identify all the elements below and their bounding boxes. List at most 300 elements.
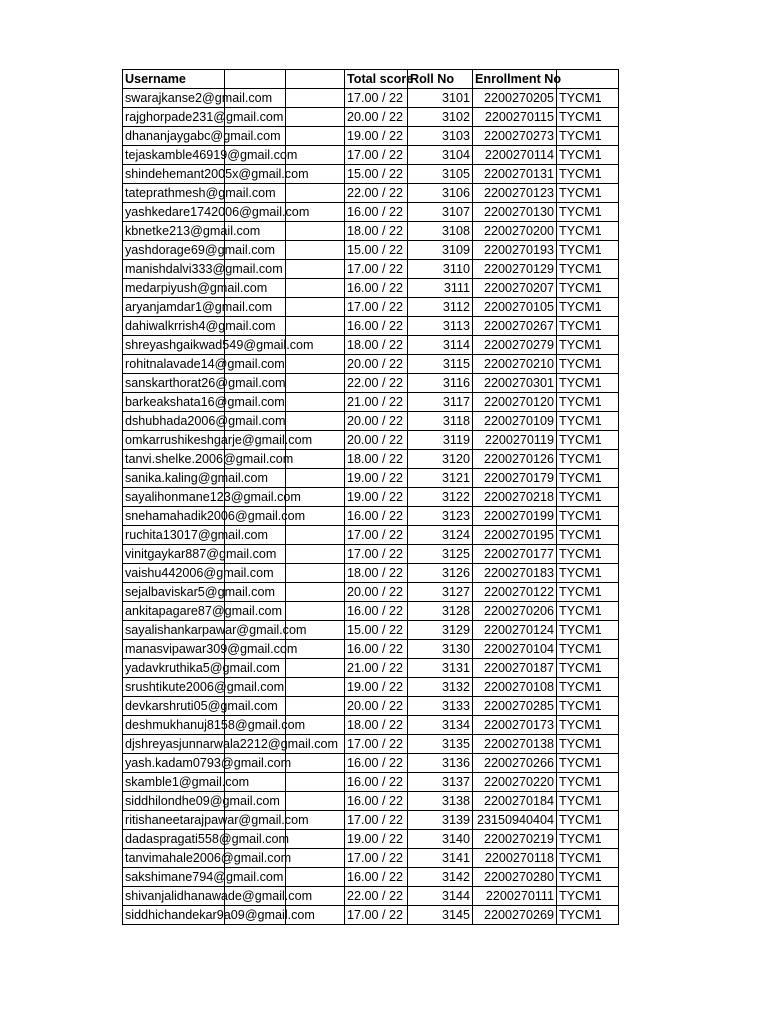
enrollment-cell[interactable] [473,849,557,868]
class-cell[interactable] [557,108,619,127]
enrollment-cell[interactable] [473,393,557,412]
empty-cell-c[interactable] [286,678,345,697]
class-cell[interactable] [557,431,619,450]
roll-cell[interactable] [408,488,473,507]
username-cell[interactable] [123,602,282,621]
roll-cell[interactable] [408,260,473,279]
username-cell[interactable] [123,374,286,393]
roll-cell[interactable] [408,640,473,659]
empty-cell-c[interactable] [286,754,345,773]
score-cell[interactable] [345,89,408,108]
header-empty-g[interactable] [557,70,619,89]
roll-cell[interactable] [408,868,473,887]
enrollment-cell[interactable] [473,583,557,602]
roll-cell[interactable] [408,374,473,393]
roll-cell[interactable] [408,507,473,526]
score-cell[interactable] [345,222,408,241]
roll-cell[interactable] [408,754,473,773]
enrollment-text: 2200270280 [483,870,554,884]
class-cell[interactable] [557,203,619,222]
class-cell[interactable] [557,697,619,716]
roll-text: 3124 [441,528,470,542]
class-cell[interactable] [557,811,619,830]
roll-cell[interactable] [408,203,473,222]
username-cell[interactable] [123,393,285,412]
enrollment-cell[interactable] [473,146,557,165]
score-cell[interactable] [345,564,408,583]
username-text: shindehemant2005x@gmail.com [125,167,309,181]
class-cell[interactable] [557,621,619,640]
score-cell[interactable] [345,526,408,545]
username-cell[interactable] [123,754,292,773]
enrollment-cell[interactable] [473,184,557,203]
score-cell[interactable] [345,260,408,279]
username-cell[interactable] [123,317,276,336]
enrollment-cell[interactable] [473,108,557,127]
enrollment-cell[interactable] [473,222,557,241]
empty-cell-c[interactable] [286,89,345,108]
score-text: 18.00 / 22 [347,718,404,732]
username-cell[interactable] [123,697,278,716]
username-cell[interactable] [123,526,268,545]
roll-cell[interactable] [408,165,473,184]
roll-cell[interactable] [408,393,473,412]
enrollment-cell[interactable] [473,621,557,640]
enrollment-cell[interactable] [473,526,557,545]
roll-cell[interactable] [408,108,473,127]
username-cell[interactable] [123,507,306,526]
class-cell[interactable] [557,583,619,602]
empty-cell-c[interactable] [286,583,345,602]
score-cell[interactable] [345,868,408,887]
class-cell[interactable] [557,545,619,564]
enrollment-cell[interactable] [473,868,557,887]
score-cell[interactable] [345,127,408,146]
enrollment-cell[interactable] [473,830,557,849]
username-cell[interactable] [123,146,298,165]
score-cell[interactable] [345,146,408,165]
enrollment-cell[interactable] [473,469,557,488]
class-cell[interactable] [557,887,619,906]
username-cell[interactable] [123,184,276,203]
class-cell[interactable] [557,678,619,697]
username-cell[interactable] [123,127,281,146]
enrollment-cell[interactable] [473,374,557,393]
class-cell[interactable] [557,374,619,393]
roll-cell[interactable] [408,222,473,241]
score-cell[interactable] [345,640,408,659]
empty-cell-c[interactable] [286,279,345,298]
roll-cell[interactable] [408,279,473,298]
enrollment-cell[interactable] [473,317,557,336]
score-cell[interactable] [345,602,408,621]
class-cell[interactable] [557,830,619,849]
empty-cell-c[interactable] [286,526,345,545]
roll-cell[interactable] [408,887,473,906]
empty-cell-c[interactable] [286,108,345,127]
roll-text: 3127 [441,585,470,599]
username-cell[interactable] [123,260,283,279]
username-cell[interactable] [123,640,298,659]
roll-cell[interactable] [408,659,473,678]
roll-cell[interactable] [408,336,473,355]
username-cell[interactable] [123,469,268,488]
class-text: TYCM1 [559,604,602,618]
username-cell[interactable] [123,222,261,241]
empty-cell-c[interactable] [286,849,345,868]
class-cell[interactable] [557,260,619,279]
empty-cell-c[interactable] [286,127,345,146]
enrollment-text: 2200270207 [483,281,554,295]
score-cell[interactable] [345,450,408,469]
roll-cell[interactable] [408,526,473,545]
enrollment-cell[interactable] [473,260,557,279]
score-cell[interactable] [345,583,408,602]
enrollment-cell[interactable] [473,241,557,260]
score-cell[interactable] [345,108,408,127]
table-row [123,906,619,925]
roll-cell[interactable] [408,811,473,830]
class-cell[interactable] [557,469,619,488]
score-cell[interactable] [345,431,408,450]
score-cell[interactable] [345,507,408,526]
class-cell[interactable] [557,754,619,773]
enrollment-cell[interactable] [473,431,557,450]
enrollment-text: 2200270200 [483,224,554,238]
enrollment-cell[interactable] [473,697,557,716]
class-cell[interactable] [557,412,619,431]
score-cell[interactable] [345,697,408,716]
username-cell[interactable] [123,355,285,374]
table-row [123,754,619,773]
roll-cell[interactable] [408,184,473,203]
class-cell[interactable] [557,146,619,165]
score-cell[interactable] [345,241,408,260]
enrollment-cell[interactable] [473,165,557,184]
roll-cell[interactable] [408,89,473,108]
empty-cell-c[interactable] [286,792,345,811]
empty-cell-c[interactable] [286,469,345,488]
class-cell[interactable] [557,279,619,298]
enrollment-cell[interactable] [473,279,557,298]
score-cell[interactable] [345,488,408,507]
username-text: sayalihonmane123@gmail.com [125,490,301,504]
class-cell[interactable] [557,222,619,241]
roll-cell[interactable] [408,621,473,640]
score-text: 20.00 / 22 [347,585,404,599]
enrollment-cell[interactable] [473,659,557,678]
class-cell[interactable] [557,773,619,792]
spreadsheet [122,69,619,925]
enrollment-cell[interactable] [473,678,557,697]
roll-cell[interactable] [408,355,473,374]
username-cell[interactable] [123,792,280,811]
empty-cell-c[interactable] [286,830,345,849]
empty-cell-c[interactable] [286,450,345,469]
table-row [123,165,619,184]
score-text: 20.00 / 22 [347,414,404,428]
enrollment-cell[interactable] [473,89,557,108]
empty-cell-c[interactable] [286,222,345,241]
roll-text: 3114 [442,338,470,352]
enrollment-cell[interactable] [473,754,557,773]
class-text: TYCM1 [559,91,602,105]
username-cell[interactable] [123,241,275,260]
roll-cell[interactable] [408,545,473,564]
class-cell[interactable] [557,165,619,184]
score-cell[interactable] [345,393,408,412]
roll-cell[interactable] [408,906,473,925]
enrollment-cell[interactable] [473,336,557,355]
class-cell[interactable] [557,602,619,621]
class-cell[interactable] [557,792,619,811]
username-cell[interactable] [123,488,301,507]
roll-cell[interactable] [408,792,473,811]
header-empty-c[interactable] [286,70,345,89]
score-cell[interactable] [345,887,408,906]
enrollment-cell[interactable] [473,640,557,659]
username-cell[interactable] [123,336,314,355]
username-cell[interactable] [123,811,309,830]
score-cell[interactable] [345,165,408,184]
score-cell[interactable] [345,811,408,830]
empty-cell-c[interactable] [286,564,345,583]
class-cell[interactable] [557,355,619,374]
username-text: tanvi.shelke.2006@gmail.com [125,452,294,466]
username-cell[interactable] [123,773,250,792]
roll-cell[interactable] [408,602,473,621]
username-cell[interactable] [123,108,284,127]
score-cell[interactable] [345,773,408,792]
score-cell[interactable] [345,735,408,754]
score-cell[interactable] [345,412,408,431]
score-cell[interactable] [345,279,408,298]
username-text: sanika.kaling@gmail.com [125,471,268,485]
class-cell[interactable] [557,127,619,146]
roll-cell[interactable] [408,697,473,716]
class-text: TYCM1 [559,205,602,219]
roll-cell[interactable] [408,773,473,792]
enrollment-cell[interactable] [473,602,557,621]
enrollment-text: 2200270108 [483,680,554,694]
score-cell[interactable] [345,716,408,735]
score-cell[interactable] [345,374,408,393]
empty-cell-c[interactable] [286,355,345,374]
class-cell[interactable] [557,849,619,868]
table-row [123,336,619,355]
username-cell[interactable] [123,621,307,640]
score-cell[interactable] [345,203,408,222]
enrollment-cell[interactable] [473,203,557,222]
score-cell[interactable] [345,754,408,773]
class-cell[interactable] [557,393,619,412]
roll-cell[interactable] [408,678,473,697]
class-cell[interactable] [557,89,619,108]
empty-cell-c[interactable] [286,602,345,621]
empty-cell-c[interactable] [286,317,345,336]
username-cell[interactable] [123,412,286,431]
score-text: 16.00 / 22 [347,642,404,656]
class-text: TYCM1 [559,129,602,143]
username-cell[interactable] [123,906,315,925]
class-cell[interactable] [557,659,619,678]
enrollment-cell[interactable] [473,127,557,146]
enrollment-cell[interactable] [473,564,557,583]
class-cell[interactable] [557,241,619,260]
score-cell[interactable] [345,792,408,811]
table-row [123,374,619,393]
class-cell[interactable] [557,906,619,925]
roll-cell[interactable] [408,146,473,165]
username-cell[interactable] [123,89,273,108]
roll-text: 3108 [441,224,470,238]
roll-text: 3138 [441,794,470,808]
empty-cell-c[interactable] [286,868,345,887]
score-cell[interactable] [345,849,408,868]
enrollment-cell[interactable] [473,792,557,811]
class-cell[interactable] [557,488,619,507]
header-username[interactable]: Username [123,70,225,89]
enrollment-cell[interactable] [473,716,557,735]
enrollment-cell[interactable] [473,412,557,431]
roll-cell[interactable] [408,298,473,317]
username-cell[interactable] [123,279,268,298]
roll-cell[interactable] [408,583,473,602]
score-cell[interactable] [345,298,408,317]
enrollment-cell[interactable] [473,906,557,925]
class-cell[interactable] [557,336,619,355]
username-cell[interactable] [123,583,275,602]
roll-cell[interactable] [408,849,473,868]
header-empty-b[interactable] [225,70,286,89]
enrollment-cell[interactable] [473,545,557,564]
roll-cell[interactable] [408,431,473,450]
empty-cell-c[interactable] [286,412,345,431]
username-cell[interactable] [123,298,273,317]
roll-cell[interactable] [408,469,473,488]
header-roll-no[interactable]: Roll No [408,70,473,89]
class-cell[interactable] [557,507,619,526]
roll-cell[interactable] [408,241,473,260]
username-cell[interactable] [123,678,285,697]
class-cell[interactable] [557,564,619,583]
enrollment-cell[interactable] [473,507,557,526]
enrollment-cell[interactable] [473,298,557,317]
enrollment-cell[interactable] [473,355,557,374]
roll-text: 3104 [441,148,470,162]
score-cell[interactable] [345,355,408,374]
score-cell[interactable] [345,469,408,488]
empty-cell-c[interactable] [286,393,345,412]
username-cell[interactable] [123,545,277,564]
score-cell[interactable] [345,659,408,678]
header-enrollment-no[interactable]: Enrollment No [473,70,557,89]
username-text: sakshimane794@gmail.com [125,870,284,884]
enrollment-cell[interactable] [473,773,557,792]
empty-cell-c[interactable] [286,374,345,393]
empty-cell-c[interactable] [286,545,345,564]
table-row [123,469,619,488]
score-cell[interactable] [345,545,408,564]
roll-text: 3115 [442,357,470,371]
score-cell[interactable] [345,678,408,697]
enrollment-text: 2200270193 [483,243,554,257]
roll-text: 3106 [441,186,470,200]
table-row [123,716,619,735]
class-cell[interactable] [557,184,619,203]
username-text: yash.kadam0793@gmail.com [125,756,292,770]
username-cell[interactable] [123,203,310,222]
empty-cell-c[interactable] [286,773,345,792]
roll-cell[interactable] [408,317,473,336]
class-cell[interactable] [557,526,619,545]
roll-cell[interactable] [408,412,473,431]
enrollment-cell[interactable] [473,887,557,906]
score-cell[interactable] [345,830,408,849]
score-cell[interactable] [345,317,408,336]
score-text: 18.00 / 22 [347,452,404,466]
score-cell[interactable] [345,621,408,640]
empty-cell-c[interactable] [286,298,345,317]
class-cell[interactable] [557,317,619,336]
class-cell[interactable] [557,868,619,887]
username-text: sanskarthorat26@gmail.com [125,376,286,390]
username-cell[interactable] [123,830,290,849]
roll-text: 3141 [441,851,470,865]
username-cell[interactable] [123,450,294,469]
empty-cell-c[interactable] [286,659,345,678]
username-cell[interactable] [123,887,313,906]
score-cell[interactable] [345,906,408,925]
username-cell[interactable] [123,564,274,583]
username-cell[interactable] [123,659,280,678]
empty-cell-c[interactable] [286,241,345,260]
roll-cell[interactable] [408,564,473,583]
username-cell[interactable] [123,431,313,450]
username-cell[interactable] [123,735,338,754]
enrollment-cell[interactable] [473,811,557,830]
roll-cell[interactable] [408,127,473,146]
empty-cell-c[interactable] [286,184,345,203]
class-cell[interactable] [557,735,619,754]
roll-cell[interactable] [408,735,473,754]
score-cell[interactable] [345,184,408,203]
username-cell[interactable] [123,849,292,868]
class-text: TYCM1 [559,623,602,637]
roll-cell[interactable] [408,450,473,469]
username-text: manasvipawar309@gmail.com [125,642,298,656]
class-cell[interactable] [557,298,619,317]
score-text: 16.00 / 22 [347,775,404,789]
username-cell[interactable] [123,868,284,887]
username-cell[interactable] [123,716,306,735]
roll-cell[interactable] [408,716,473,735]
roll-text: 3113 [442,319,470,333]
score-cell[interactable] [345,336,408,355]
enrollment-cell[interactable] [473,735,557,754]
class-cell[interactable] [557,450,619,469]
roll-cell[interactable] [408,830,473,849]
class-cell[interactable] [557,716,619,735]
username-cell[interactable] [123,165,309,184]
empty-cell-c[interactable] [286,697,345,716]
enrollment-cell[interactable] [473,488,557,507]
empty-cell-c[interactable] [286,260,345,279]
header-total-score[interactable]: Total score [345,70,408,89]
class-cell[interactable] [557,640,619,659]
enrollment-cell[interactable] [473,450,557,469]
roll-text: 3110 [442,262,470,276]
